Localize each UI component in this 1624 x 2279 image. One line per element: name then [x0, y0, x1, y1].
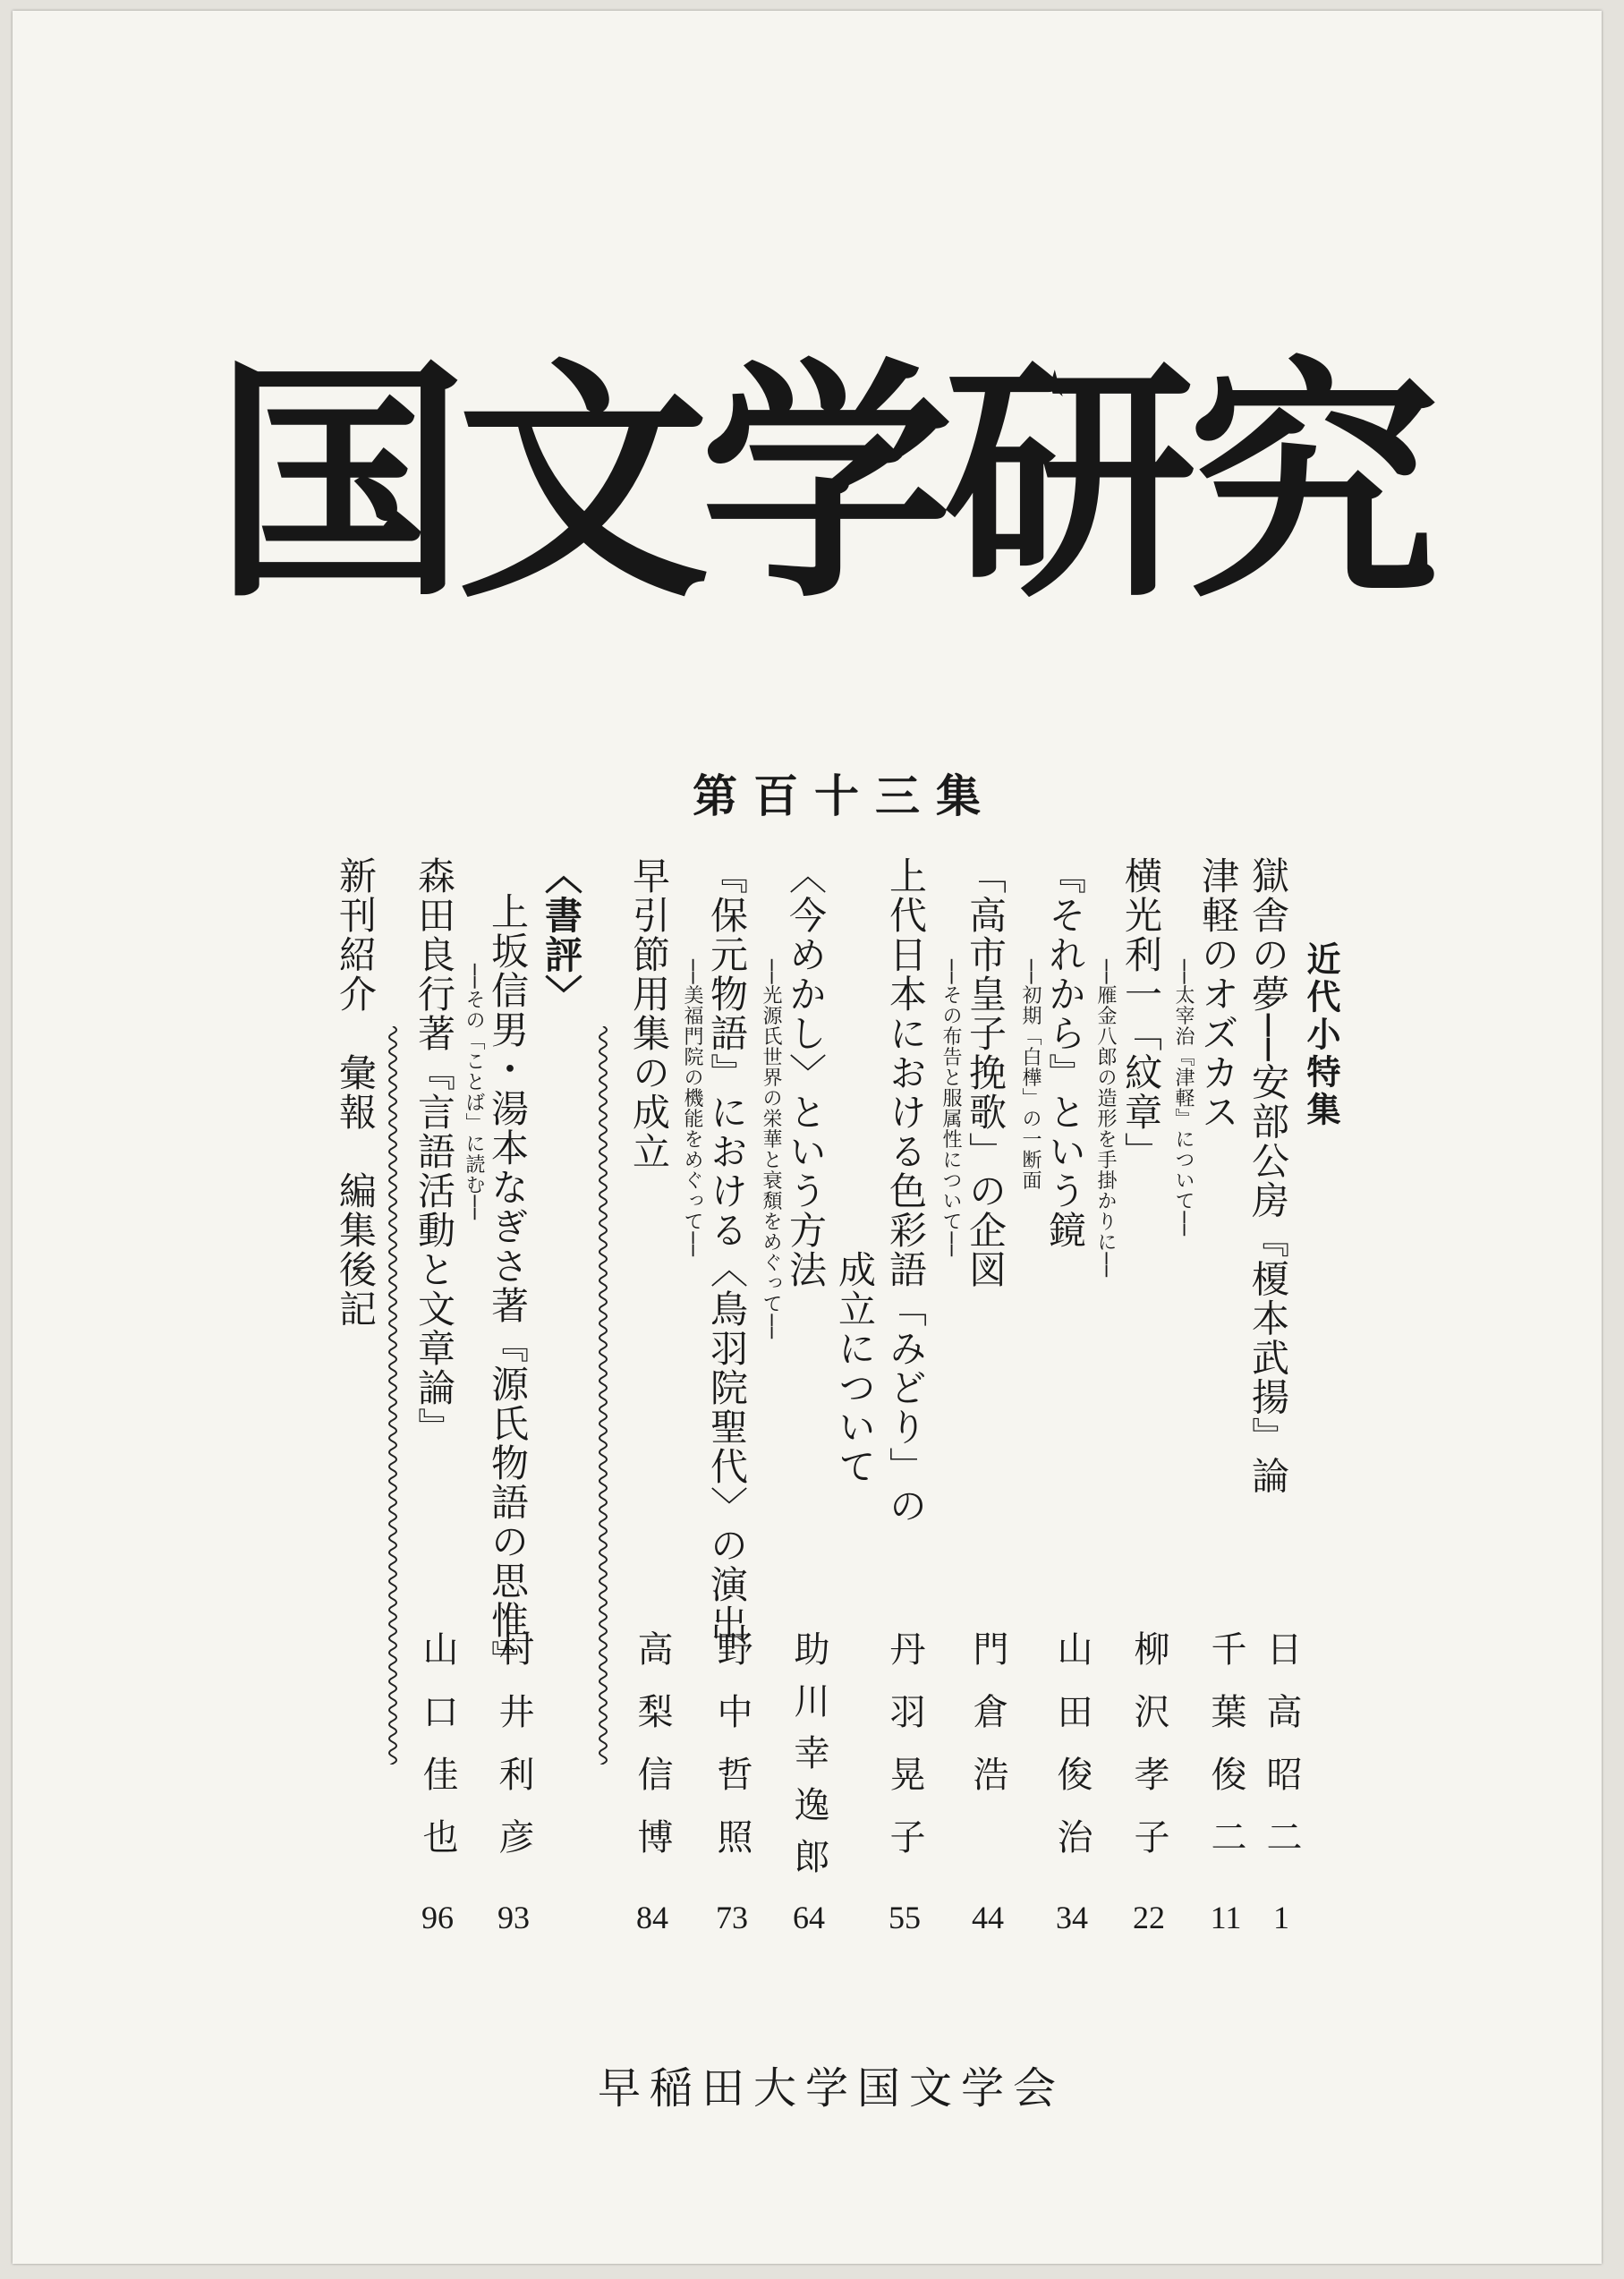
- toc-title-7: 〈今めかし〉という方法: [784, 856, 828, 1289]
- wavy-divider-left: [382, 1026, 404, 1765]
- toc-title-6: 上代日本における色彩語「みどり」の: [884, 856, 928, 1526]
- section-label: 近代小特集: [1301, 941, 1340, 1129]
- toc-title-5: 「高市皇子挽歌」の企図: [964, 856, 1008, 1289]
- toc-page-9: 84: [636, 1900, 668, 1935]
- toc-title-8: 『保元物語』における〈鳥羽院聖代〉の演出: [705, 856, 749, 1644]
- review-title-1: 上坂信男・湯本なぎさ著『源氏物語の思惟』: [486, 892, 530, 1679]
- toc-page-3: 22: [1133, 1900, 1165, 1935]
- toc-author-4: 山田俊治: [1051, 1630, 1093, 1881]
- toc-author-8: 野中哲照: [711, 1630, 752, 1881]
- review-page-1: 93: [497, 1900, 530, 1935]
- toc-page-1: 1: [1273, 1900, 1289, 1935]
- toc-page-6: 55: [889, 1900, 921, 1935]
- toc-page-5: 44: [972, 1900, 1004, 1935]
- toc-subtitle-4: ──初期「白樺」の一断面: [1019, 959, 1042, 1191]
- review-title-2: 森田良行著『言語活動と文章論』: [412, 856, 456, 1447]
- journal-title: 国文学研究: [214, 337, 1431, 632]
- issue-number: 第百十三集: [693, 770, 997, 822]
- toc-page-2: 11: [1210, 1900, 1242, 1935]
- review-author-1: 村井利彦: [493, 1630, 534, 1881]
- review-label: 〈書評〉: [540, 856, 583, 1014]
- review-subtitle-1: ──その「ことば」に読む──: [463, 964, 485, 1220]
- toc-subtitle-3: ──雁金八郎の造形を手掛かりに──: [1094, 959, 1117, 1278]
- toc-subtitle-5: ──その布告と服属性について──: [940, 959, 962, 1257]
- wavy-divider-right: [592, 1026, 614, 1765]
- review-author-2: 山口佳也: [417, 1630, 458, 1881]
- publisher: 早稲田大学国文学会: [597, 2063, 1065, 2113]
- review-page-2: 96: [421, 1900, 454, 1935]
- toc-title-9: 早引節用集の成立: [627, 856, 671, 1171]
- closing-items: 新刊紹介 彙報 編集後記: [334, 856, 378, 1329]
- toc-author-6: 丹羽晃子: [884, 1630, 925, 1881]
- toc-author-9: 高梨信博: [632, 1630, 673, 1881]
- toc-page-8: 73: [716, 1900, 748, 1935]
- toc-title-6-cont: 成立について: [833, 1250, 877, 1486]
- toc-author-3: 柳沢孝子: [1128, 1630, 1169, 1881]
- toc-subtitle-7: ──光源氏世界の栄華と衰頽をめぐって──: [760, 959, 782, 1339]
- toc-subtitle-8: ──美福門院の機能をめぐって──: [681, 959, 703, 1257]
- toc-title-4: 『それから』という鏡: [1043, 856, 1087, 1250]
- toc-title-1: 獄舎の夢──安部公房『榎本武揚』論: [1246, 856, 1290, 1496]
- toc-author-1: 日高昭二: [1261, 1630, 1302, 1881]
- toc-subtitle-2: ──太宰治『津軽』について──: [1172, 959, 1195, 1237]
- journal-cover: [13, 11, 1602, 2264]
- toc-author-5: 門倉浩: [967, 1630, 1008, 1818]
- toc-title-3: 横光利一「紋章」: [1119, 856, 1163, 1171]
- toc-author-7: 助川幸逸郎: [788, 1630, 829, 1890]
- toc-author-2: 千葉俊二: [1205, 1630, 1246, 1881]
- toc-page-7: 64: [793, 1900, 825, 1935]
- toc-page-4: 34: [1056, 1900, 1088, 1935]
- toc-title-2: 津軽のオズカス: [1196, 856, 1240, 1132]
